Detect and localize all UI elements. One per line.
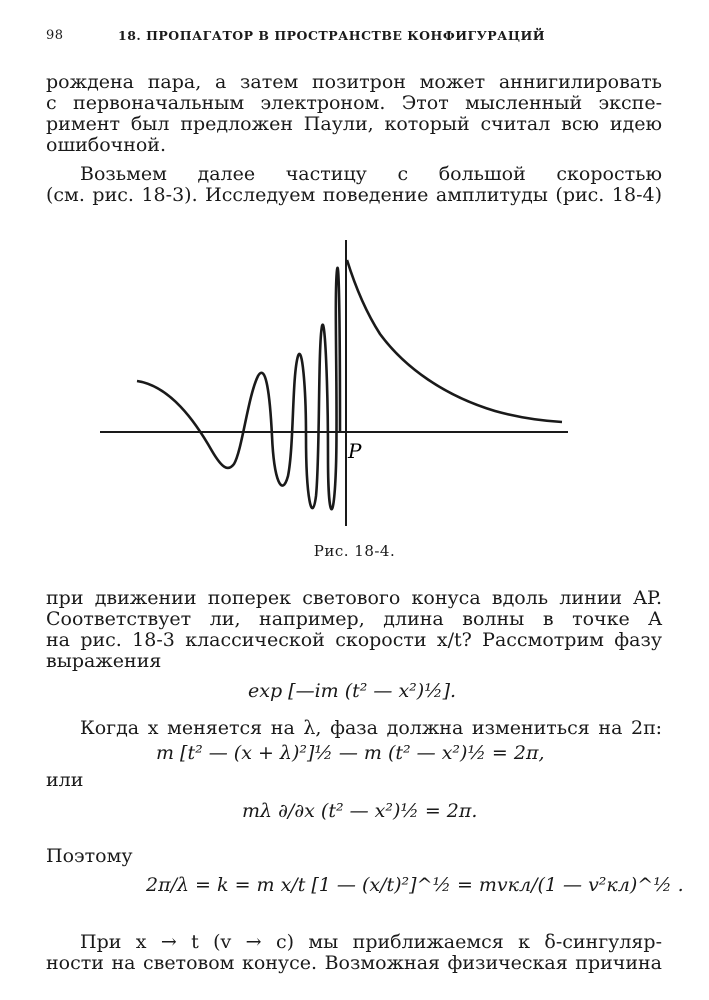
text-line: на рис. 18-3 классической скорости x/t? Рассмотрим фазу	[46, 629, 662, 651]
paragraph-1	[46, 72, 662, 156]
text-line: римент был предложен Паули, который считал всю идею	[46, 113, 662, 135]
text-line: Возьмем далее частицу с большой скоростью	[80, 163, 662, 185]
text-line: выражения	[46, 650, 162, 672]
paragraph-4	[46, 718, 662, 739]
text-line: ошибочной.	[46, 134, 167, 156]
formula-phase-difference: m [t² — (x + λ)²]½ — m (t² — x²)½ = 2π,	[156, 742, 545, 764]
or-word: или	[46, 769, 84, 791]
therefore-line	[46, 846, 662, 867]
text-line: Соответствует ли, например, длина волны в точке A	[46, 608, 662, 630]
formula-derivative: mλ ∂/∂x (t² — x²)½ = 2π.	[242, 800, 478, 822]
formula-wave-number: 2π/λ = k = m x/t [1 — (x/t)²]^½ = mvкл/(1 — v²кл)^½ .	[146, 874, 684, 896]
paragraph-5	[46, 932, 662, 974]
page-number: 98	[46, 28, 64, 43]
formula-exp-phase: exp [—im (t² — x²)½].	[248, 680, 457, 702]
oscillating-amplitude-curve	[137, 268, 340, 509]
paragraph-3	[46, 588, 662, 672]
decaying-amplitude-curve	[347, 260, 562, 422]
text-line: (см. рис. 18-3). Исследуем поведение амплитуды (рис. 18-4)	[46, 184, 662, 206]
text-line: при движении поперек светового конуса вдоль линии AP.	[46, 587, 662, 609]
text-line: с первоначальным электроном. Этот мысленный экспе-	[46, 92, 662, 114]
or-line	[46, 770, 662, 791]
paragraph-2	[46, 164, 662, 206]
figure-caption: Рис. 18-4.	[313, 542, 396, 560]
text-line: ности на световом конусе. Возможная физическая причина	[46, 952, 662, 974]
text-line: При x → t (v → c) мы приближаемся к δ-сингуляр-	[80, 931, 662, 953]
text-line: Когда x меняется на λ, фаза должна измениться на 2π:	[80, 717, 662, 739]
amplitude-figure	[100, 236, 570, 536]
chapter-title: 18. ПРОПАГАТОР В ПРОСТРАНСТВЕ КОНФИГУРАЦИЙ	[118, 28, 546, 43]
page-header	[46, 28, 663, 48]
text-line: рождена пара, а затем позитрон может аннигилировать	[46, 71, 662, 93]
therefore-word: Поэтому	[46, 845, 133, 867]
point-p-label: P	[348, 439, 362, 463]
